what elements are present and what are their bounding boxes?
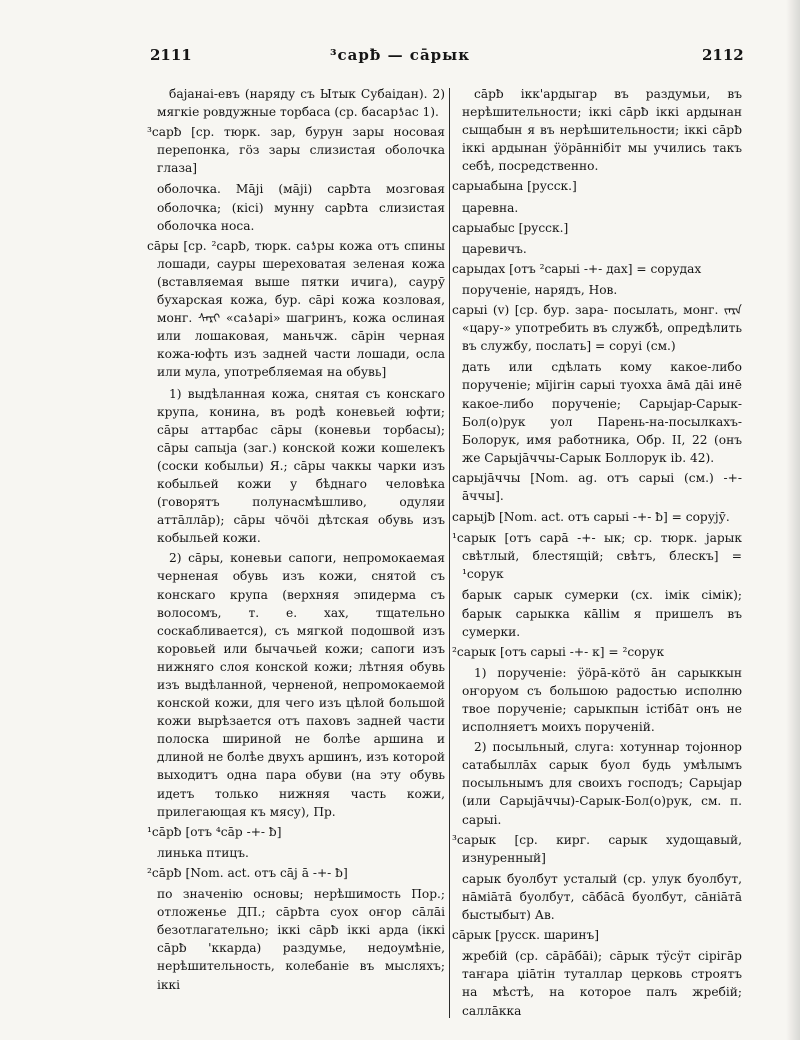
entry-text: 2) посыльный, слуга: хотуннар тоjоннор сатабыллāх сарык буол будь умѣлымъ посыльнымъ для своихъ господъ; Сарыjар (или Сарыjāччы)-Сарык-Бол(о)рук, см. п. сарыі. (462, 740, 742, 827)
page-number-right: 2112 (702, 46, 744, 64)
dictionary-entry: сарыjāччы [Nom. ag. отъ сарыі (см.) -+- āччы]. (452, 470, 742, 503)
dictionary-entry: сарыjƀ [Nom. act. отъ сарыі -+- ƀ] = соруjӯ. (452, 510, 730, 525)
right-column (452, 85, 742, 1022)
dictionary-entry: сарыдах [отъ ²сарыі -+- дах] = сорудах (452, 261, 702, 276)
dictionary-entry: ²сāрƀ [Nom. act. отъ сāj ā -+- ƀ] (147, 865, 348, 880)
entry-text: царевичъ. (462, 241, 527, 256)
entry-text: баjанаі-евъ (наряду съ Ытык Субаідан). 2) мягкіе ровдужные торбаса (ср. басарƾас 1). (157, 87, 445, 120)
entry-text: оболочка. Мājі (мājі) сарƀта мозговая оболочка; (кісі) мунну сарƀта слизистая оболочка носа. (157, 182, 445, 233)
dictionary-entry: ³сарык [ср. кирг. сарык худощавый, изнуренный] (452, 832, 742, 865)
entry-text: барык сарык сумерки (сх. імік сімік); барык сарыкка кāllім я пришелъ въ сумерки. (462, 588, 742, 639)
page-header (0, 46, 800, 70)
dictionary-entry: сāрык [русск. шаринъ] (452, 928, 599, 943)
dictionary-entry: сāры [ср. ²сарƀ, тюрк. саƾры кожа отъ спины лошади, сауры шереховатая зеленая кожа (вставляемая выше пятки ичига), саурӯ бухарская кожа, бур. сāрі кожа козловая, монг. ᠰᠠᠷᠢ «саƾарі» шагринъ, кожа ослиная или лошаковая, маньчж. сāрін черная кожа-юфть изъ задней части лошади, осла или мула, употребляемая на обувь] (147, 238, 445, 380)
left-column (147, 85, 445, 996)
dictionary-entry: ²сарык [отъ сарыі -+- к] = ²сорук (452, 644, 665, 659)
dictionary-entry: ¹сāрƀ [отъ ⁴сāр -+- ƀ] (147, 824, 282, 839)
dictionary-entry: ¹сарык [отъ сарā -+- ык; ср. тюрк. jарык свѣтлый, блестящій; свѣтъ, блескъ] = ¹сорук (452, 531, 742, 582)
entry-text: линька птицъ. (157, 845, 249, 860)
column-divider (449, 88, 450, 1018)
dictionary-entry: сарыабына [русск.] (452, 179, 577, 194)
entry-text: жребій (ср. сāрāбāі); сāрык тӱсӱт сірігāр таҥара џіāтін туталлар церковь строятъ на мѣстѣ, на которое палъ жребій; саллāкка (462, 949, 742, 1018)
entry-text: 2) сāры, коневьи сапоги, непромокаемая черненая обувь изъ кожи, снятой съ конскаго крупа (верхняя эпидерма съ волосомъ, т. е. хах, тщательно соскабливается), съ мягкой подошвой изъ коровьей или бычачьей кожи; сапоги изъ нижняго слоя конской кожи; лѣтняя обувь изъ выдѣланной, черненой, непромокаемой конской кожи, для чего изъ цѣлой большой кожи вырѣзается отъ паховъ задней части полоска шириной не болѣе аршина и длиной не болѣе двухъ аршинъ, изъ которой выходитъ одна пара обуви (на эту обувь идетъ только нижняя часть кожи, прилегающая къ мясу), Пр. (157, 551, 445, 819)
dictionary-entry: ³сарƀ [ср. тюрк. зар, бурун зары носовая перепонка, гöз зары слизистая оболочка глаза] (147, 125, 445, 176)
page-number-left: 2111 (150, 46, 192, 64)
entry-text: царевна. (462, 200, 519, 215)
entry-text: порученіе, нарядъ, Нов. (462, 282, 618, 297)
entry-text: по значенію основы; нерѣшимость Пор.; отложенье ДП.; сāрƀта суох оҥор сāлāi безотлагательно; іккі сāрƀ іккі арда (іккі сāрƀ 'ккарда) раздумье, недоумѣніе, нерѣшительность, колебаніе въ мысляхъ; іккі (157, 887, 445, 992)
entry-text: сарык буолбут усталый (ср. улук буолбут, нāміāтā буолбут, сāбāсā буолбут, сāніāтā быстыбыт) Ав. (462, 871, 742, 923)
entry-text: 1) порученіе: ӱöрā-кöтö āн сарыккын оҥоруом съ большою радостью исполню твое порученіе; сарыкпын істібāт онъ не исполняетъ моихъ порученій. (462, 665, 742, 735)
entry-text: дать или сдѣлать кому какое-либо порученіе; мījігін сарыі туохха āмā дāі инē какое-либо порученіе; Сарыjар-Сарык-Бол(о)рук уол Парень-на-посылкахъ-Болорук, имя работника, Обр. II, 22 (онъ же Сарыjāччы-Сарык Боллорук ib. 42). (462, 360, 742, 465)
dictionary-entry: сарыабыс [русск.] (452, 220, 569, 235)
dictionary-entry: сарыі (v) [ср. бур. зара- посылать, монг. ᠵᠠᠷᠠ «цару-» употребить въ службѣ, опредѣлить въ службу, послать] = соруі (см.) (452, 303, 742, 354)
entry-text: 1) выдѣланная кожа, снятая съ конскаго крупа, конина, въ родѣ коневьей юфти; сāры аттарбас сāры (коневьи торбасы); сāры сапыjа (заг.) конской кожи кошелекъ (соски кобыльи) Я.; сāры чаккы чарки изъ кобыльей кожи у бѣднаго человѣка (говорятъ полунасмѣшливо, одуляи аттāллāр); сāры чöчöi дѣтская обувь изъ кобыльей кожи. (157, 386, 445, 546)
entry-text: сāрƀ ікк'ардыгар въ раздумьи, въ нерѣшительности; іккі сāрƀ іккі ардынан сыщабын я въ нерѣшительности; іккі сāрƀ іккі ардынан ӱöрāннібіт мы учились такъ себѣ, посредственно. (462, 87, 742, 174)
running-title: ³сарƀ — сāрык (329, 46, 471, 64)
